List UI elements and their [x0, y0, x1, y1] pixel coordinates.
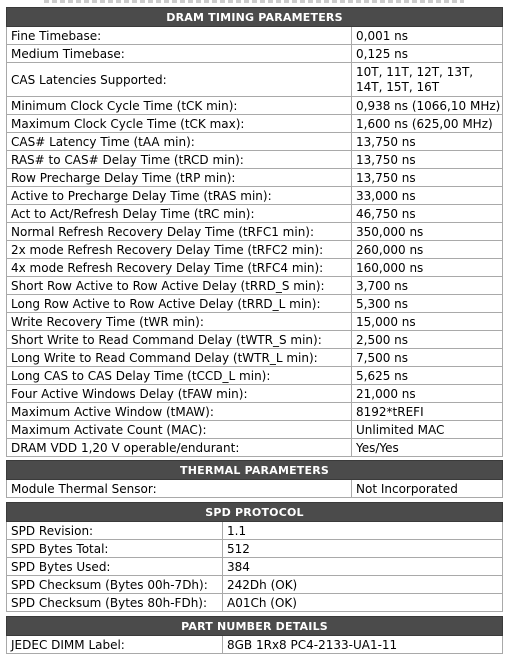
row-label: Active to Precharge Delay Time (tRAS min): — [7, 187, 352, 205]
row-label: Module Thermal Sensor: — [7, 480, 352, 498]
row-value: 7,500 ns — [352, 349, 503, 367]
table-row — [7, 558, 503, 576]
row-label: Row Precharge Delay Time (tRP min): — [7, 169, 352, 187]
row-label: CAS# Latency Time (tAA min): — [7, 133, 352, 151]
row-label: Fine Timebase: — [7, 27, 352, 45]
section-title: DRAM TIMING PARAMETERS — [7, 8, 503, 27]
table-row — [7, 594, 503, 612]
thermal-table — [6, 460, 503, 498]
row-value: 1,600 ns (625,00 MHz) — [352, 115, 503, 133]
row-label: Write Recovery Time (tWR min): — [7, 313, 352, 331]
row-value: 15,000 ns — [352, 313, 503, 331]
row-label: RAS# to CAS# Delay Time (tRCD min): — [7, 151, 352, 169]
row-value: 33,000 ns — [352, 187, 503, 205]
row-value: Not Incorporated — [352, 480, 503, 498]
table-row — [7, 576, 503, 594]
table-row — [7, 636, 503, 654]
table-row — [7, 241, 503, 259]
thermal-section — [6, 460, 502, 498]
row-value: 5,300 ns — [352, 295, 503, 313]
row-label: SPD Checksum (Bytes 00h-7Dh): — [7, 576, 223, 594]
row-label: SPD Bytes Used: — [7, 558, 223, 576]
row-label: Long Write to Read Command Delay (tWTR_L min): — [7, 349, 352, 367]
row-label: 4x mode Refresh Recovery Delay Time (tRFC4 min): — [7, 259, 352, 277]
dram-timing-table — [6, 7, 503, 457]
row-value: 13,750 ns — [352, 151, 503, 169]
row-value: 3,700 ns — [352, 277, 503, 295]
row-value: 0,125 ns — [352, 45, 503, 63]
row-value: 8192*tREFI — [352, 403, 503, 421]
row-label: Act to Act/Refresh Delay Time (tRC min): — [7, 205, 352, 223]
table-row — [7, 367, 503, 385]
section-title: THERMAL PARAMETERS — [7, 461, 503, 480]
table-row — [7, 331, 503, 349]
row-label: Maximum Activate Count (MAC): — [7, 421, 352, 439]
row-label: 2x mode Refresh Recovery Delay Time (tRFC2 min): — [7, 241, 352, 259]
row-label: Medium Timebase: — [7, 45, 352, 63]
table-row — [7, 63, 503, 97]
spd-protocol-section — [6, 502, 502, 612]
row-label: SPD Bytes Total: — [7, 540, 223, 558]
table-row — [7, 385, 503, 403]
table-row — [7, 45, 503, 63]
row-value: 21,000 ns — [352, 385, 503, 403]
row-value: 1.1 — [223, 522, 503, 540]
dram-timing-section — [6, 7, 502, 457]
row-value: Yes/Yes — [352, 439, 503, 457]
row-label: Long CAS to CAS Delay Time (tCCD_L min): — [7, 367, 352, 385]
row-value: 5,625 ns — [352, 367, 503, 385]
row-value: 2,500 ns — [352, 331, 503, 349]
table-row — [7, 313, 503, 331]
row-value: 160,000 ns — [352, 259, 503, 277]
row-value: 242Dh (OK) — [223, 576, 503, 594]
row-value: 0,938 ns (1066,10 MHz) — [352, 97, 503, 115]
row-label: Four Active Windows Delay (tFAW min): — [7, 385, 352, 403]
row-value: A01Ch (OK) — [223, 594, 503, 612]
row-label: Short Row Active to Row Active Delay (tRRD_S min): — [7, 277, 352, 295]
table-row — [7, 540, 503, 558]
table-row — [7, 259, 503, 277]
table-row — [7, 277, 503, 295]
table-row — [7, 97, 503, 115]
row-value: 10T, 11T, 12T, 13T, 14T, 15T, 16T — [352, 63, 503, 97]
section-title: SPD PROTOCOL — [7, 503, 503, 522]
row-value: 512 — [223, 540, 503, 558]
spd-protocol-table — [6, 502, 503, 612]
row-value: 384 — [223, 558, 503, 576]
cropped-header-remnant — [0, 0, 507, 4]
table-row — [7, 27, 503, 45]
row-value: 350,000 ns — [352, 223, 503, 241]
row-label: Minimum Clock Cycle Time (tCK min): — [7, 97, 352, 115]
row-label: Maximum Clock Cycle Time (tCK max): — [7, 115, 352, 133]
table-row — [7, 480, 503, 498]
table-row — [7, 187, 503, 205]
row-label: Long Row Active to Row Active Delay (tRRD_L min): — [7, 295, 352, 313]
part-number-section — [6, 616, 502, 654]
row-label: DRAM VDD 1,20 V operable/endurant: — [7, 439, 352, 457]
row-label: JEDEC DIMM Label: — [7, 636, 223, 654]
table-row — [7, 421, 503, 439]
table-row — [7, 439, 503, 457]
row-label: SPD Revision: — [7, 522, 223, 540]
row-value: 13,750 ns — [352, 169, 503, 187]
table-row — [7, 169, 503, 187]
row-value: 8GB 1Rx8 PC4-2133-UA1-11 — [223, 636, 503, 654]
table-row — [7, 295, 503, 313]
row-value: 260,000 ns — [352, 241, 503, 259]
table-row — [7, 151, 503, 169]
part-number-table — [6, 616, 503, 654]
table-row — [7, 115, 503, 133]
table-row — [7, 403, 503, 421]
row-value: 0,001 ns — [352, 27, 503, 45]
row-label: Short Write to Read Command Delay (tWTR_S min): — [7, 331, 352, 349]
table-row — [7, 349, 503, 367]
table-row — [7, 522, 503, 540]
section-title: PART NUMBER DETAILS — [7, 617, 503, 636]
row-value: 46,750 ns — [352, 205, 503, 223]
row-label: CAS Latencies Supported: — [7, 63, 352, 97]
row-label: Normal Refresh Recovery Delay Time (tRFC1 min): — [7, 223, 352, 241]
row-value: Unlimited MAC — [352, 421, 503, 439]
row-label: SPD Checksum (Bytes 80h-FDh): — [7, 594, 223, 612]
table-row — [7, 205, 503, 223]
row-label: Maximum Active Window (tMAW): — [7, 403, 352, 421]
table-row — [7, 133, 503, 151]
table-row — [7, 223, 503, 241]
row-value: 13,750 ns — [352, 133, 503, 151]
